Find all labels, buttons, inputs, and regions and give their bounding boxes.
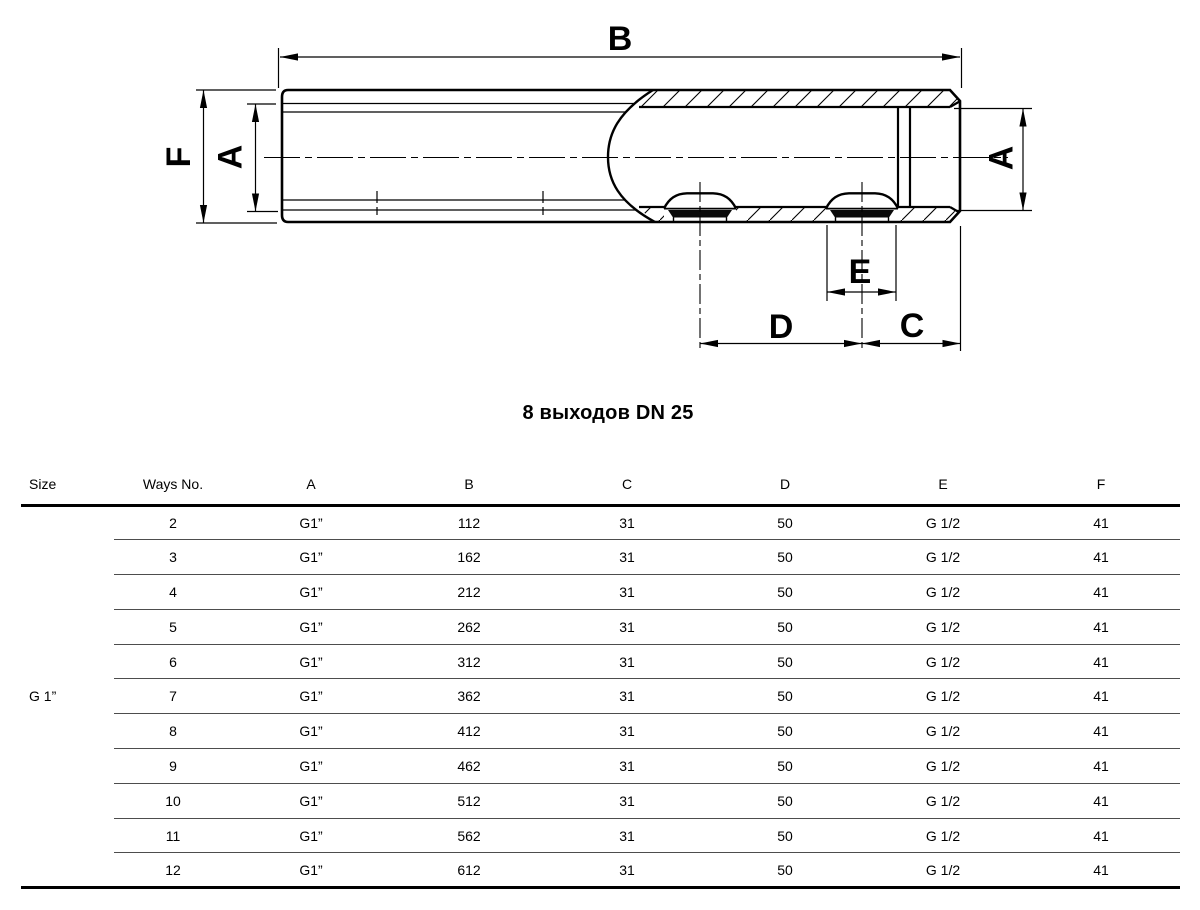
cell-c: 31 xyxy=(548,679,706,714)
cell-b: 362 xyxy=(390,679,548,714)
cell-b: 462 xyxy=(390,749,548,784)
cell-d: 50 xyxy=(706,575,864,610)
column-header-c: C xyxy=(548,464,706,505)
cell-c: 31 xyxy=(548,714,706,749)
table-row xyxy=(21,505,1180,540)
cell-a: G1” xyxy=(232,575,390,610)
cell-b: 312 xyxy=(390,644,548,679)
cell-a: G1” xyxy=(232,540,390,575)
cell-f: 41 xyxy=(1093,861,1109,878)
cell-e: G 1/2 xyxy=(864,783,1022,818)
cell-f: 41 xyxy=(1022,749,1180,784)
cell-c: 31 xyxy=(548,609,706,644)
table-row xyxy=(21,749,1180,784)
cell-e: G 1/2 xyxy=(864,609,1022,644)
cell-e: G 1/2 xyxy=(864,749,1022,784)
cell-ways: 4 xyxy=(114,575,232,610)
cell-c: 31 xyxy=(548,749,706,784)
cell-e: G 1/2 xyxy=(864,575,1022,610)
cell-a: G1” xyxy=(232,679,390,714)
cell-a: G1” xyxy=(232,505,390,540)
cell-d: 50 xyxy=(706,783,864,818)
cell-e: G 1/2 xyxy=(864,818,1022,853)
dim-label-a-right: A xyxy=(982,145,1021,171)
cell-ways: 5 xyxy=(114,609,232,644)
column-header-e: E xyxy=(864,464,1022,505)
cell-c: 31 xyxy=(548,783,706,818)
cell-f: 41 xyxy=(1022,609,1180,644)
cell-ways: 11 xyxy=(114,818,232,853)
cell-ways: 12 xyxy=(165,861,181,878)
cell-ways: 9 xyxy=(114,749,232,784)
cell-ways: 3 xyxy=(114,540,232,575)
column-header-f: F xyxy=(1022,464,1180,505)
cell-e: G 1/2 xyxy=(864,540,1022,575)
column-header-size: Size xyxy=(21,464,114,505)
size-merged-cell: G 1” xyxy=(29,688,57,705)
hatch-top-wall xyxy=(640,90,958,107)
table-row xyxy=(21,644,1180,679)
cell-d: 50 xyxy=(706,540,864,575)
cell-f: 41 xyxy=(1022,818,1180,853)
cell-f: 41 xyxy=(1022,714,1180,749)
cell-f: 41 xyxy=(1022,644,1180,679)
table-row xyxy=(21,818,1180,853)
cell-a: G1” xyxy=(232,783,390,818)
table-row xyxy=(21,540,1180,575)
cell-c: 31 xyxy=(548,644,706,679)
cell-f: 41 xyxy=(1022,575,1180,610)
cell-ways: 6 xyxy=(114,644,232,679)
outlet-tick-marks xyxy=(377,191,543,215)
cell-e: G 1/2 xyxy=(864,644,1022,679)
cell-c: 31 xyxy=(548,505,706,540)
cell-d: 50 xyxy=(706,644,864,679)
table-body xyxy=(21,505,1180,888)
cell-c: 31 xyxy=(548,575,706,610)
cell-e: G 1/2 xyxy=(864,505,1022,540)
dim-label-e: E xyxy=(848,253,872,291)
table-row xyxy=(21,783,1180,818)
cell-b: 412 xyxy=(390,714,548,749)
column-header-d: D xyxy=(706,464,864,505)
table-row xyxy=(21,714,1180,749)
cell-b: 262 xyxy=(390,609,548,644)
cell-d: 50 xyxy=(706,505,864,540)
cell-b: 612 xyxy=(457,861,481,878)
cell-d: 50 xyxy=(706,609,864,644)
cell-b: 562 xyxy=(390,818,548,853)
table-row xyxy=(21,575,1180,610)
dim-label-f: F xyxy=(160,146,198,168)
dimension-table xyxy=(21,464,1180,889)
cell-c: 31 xyxy=(619,861,635,878)
dimension-table-wrap xyxy=(21,464,1180,889)
cell-a: G1” xyxy=(232,818,390,853)
cell-ways: 10 xyxy=(114,783,232,818)
dim-label-d: D xyxy=(768,308,794,346)
table-row xyxy=(21,609,1180,644)
cell-f: 41 xyxy=(1022,505,1180,540)
cell-d: 50 xyxy=(706,749,864,784)
column-header-a: A xyxy=(232,464,390,505)
cell-e: G 1/2 xyxy=(864,714,1022,749)
cell-b: 512 xyxy=(390,783,548,818)
cell-b: 212 xyxy=(390,575,548,610)
cell-a: G1” xyxy=(232,749,390,784)
cell-a: G1” xyxy=(299,861,323,878)
cell-b: 112 xyxy=(390,505,548,540)
cell-f: 41 xyxy=(1022,783,1180,818)
dim-label-a-left: A xyxy=(211,144,250,170)
cell-e: G 1/2 xyxy=(925,861,961,878)
cell-e: G 1/2 xyxy=(864,679,1022,714)
cell-d: 50 xyxy=(706,818,864,853)
column-header-b: B xyxy=(390,464,548,505)
cell-c: 31 xyxy=(548,818,706,853)
cell-ways: 2 xyxy=(114,505,232,540)
column-header-ways-no-: Ways No. xyxy=(114,464,232,505)
drawing-title: 8 выходов DN 25 xyxy=(522,402,694,424)
cell-a: G1” xyxy=(232,609,390,644)
dim-label-c: C xyxy=(899,307,925,345)
cell-d: 50 xyxy=(706,679,864,714)
cell-f: 41 xyxy=(1022,679,1180,714)
cell-b: 162 xyxy=(390,540,548,575)
thread-lines xyxy=(283,104,690,211)
cell-a: G1” xyxy=(232,714,390,749)
table-row xyxy=(21,679,1180,714)
cell-ways: 8 xyxy=(114,714,232,749)
table-header xyxy=(21,464,1180,505)
cell-ways: 7 xyxy=(114,679,232,714)
cell-a: G1” xyxy=(232,644,390,679)
dim-label-b: B xyxy=(607,20,633,58)
break-line xyxy=(608,90,655,222)
table-row xyxy=(21,853,1180,888)
cell-d: 50 xyxy=(706,714,864,749)
cell-c: 31 xyxy=(548,540,706,575)
cell-d: 50 xyxy=(777,861,793,878)
cell-f: 41 xyxy=(1022,540,1180,575)
